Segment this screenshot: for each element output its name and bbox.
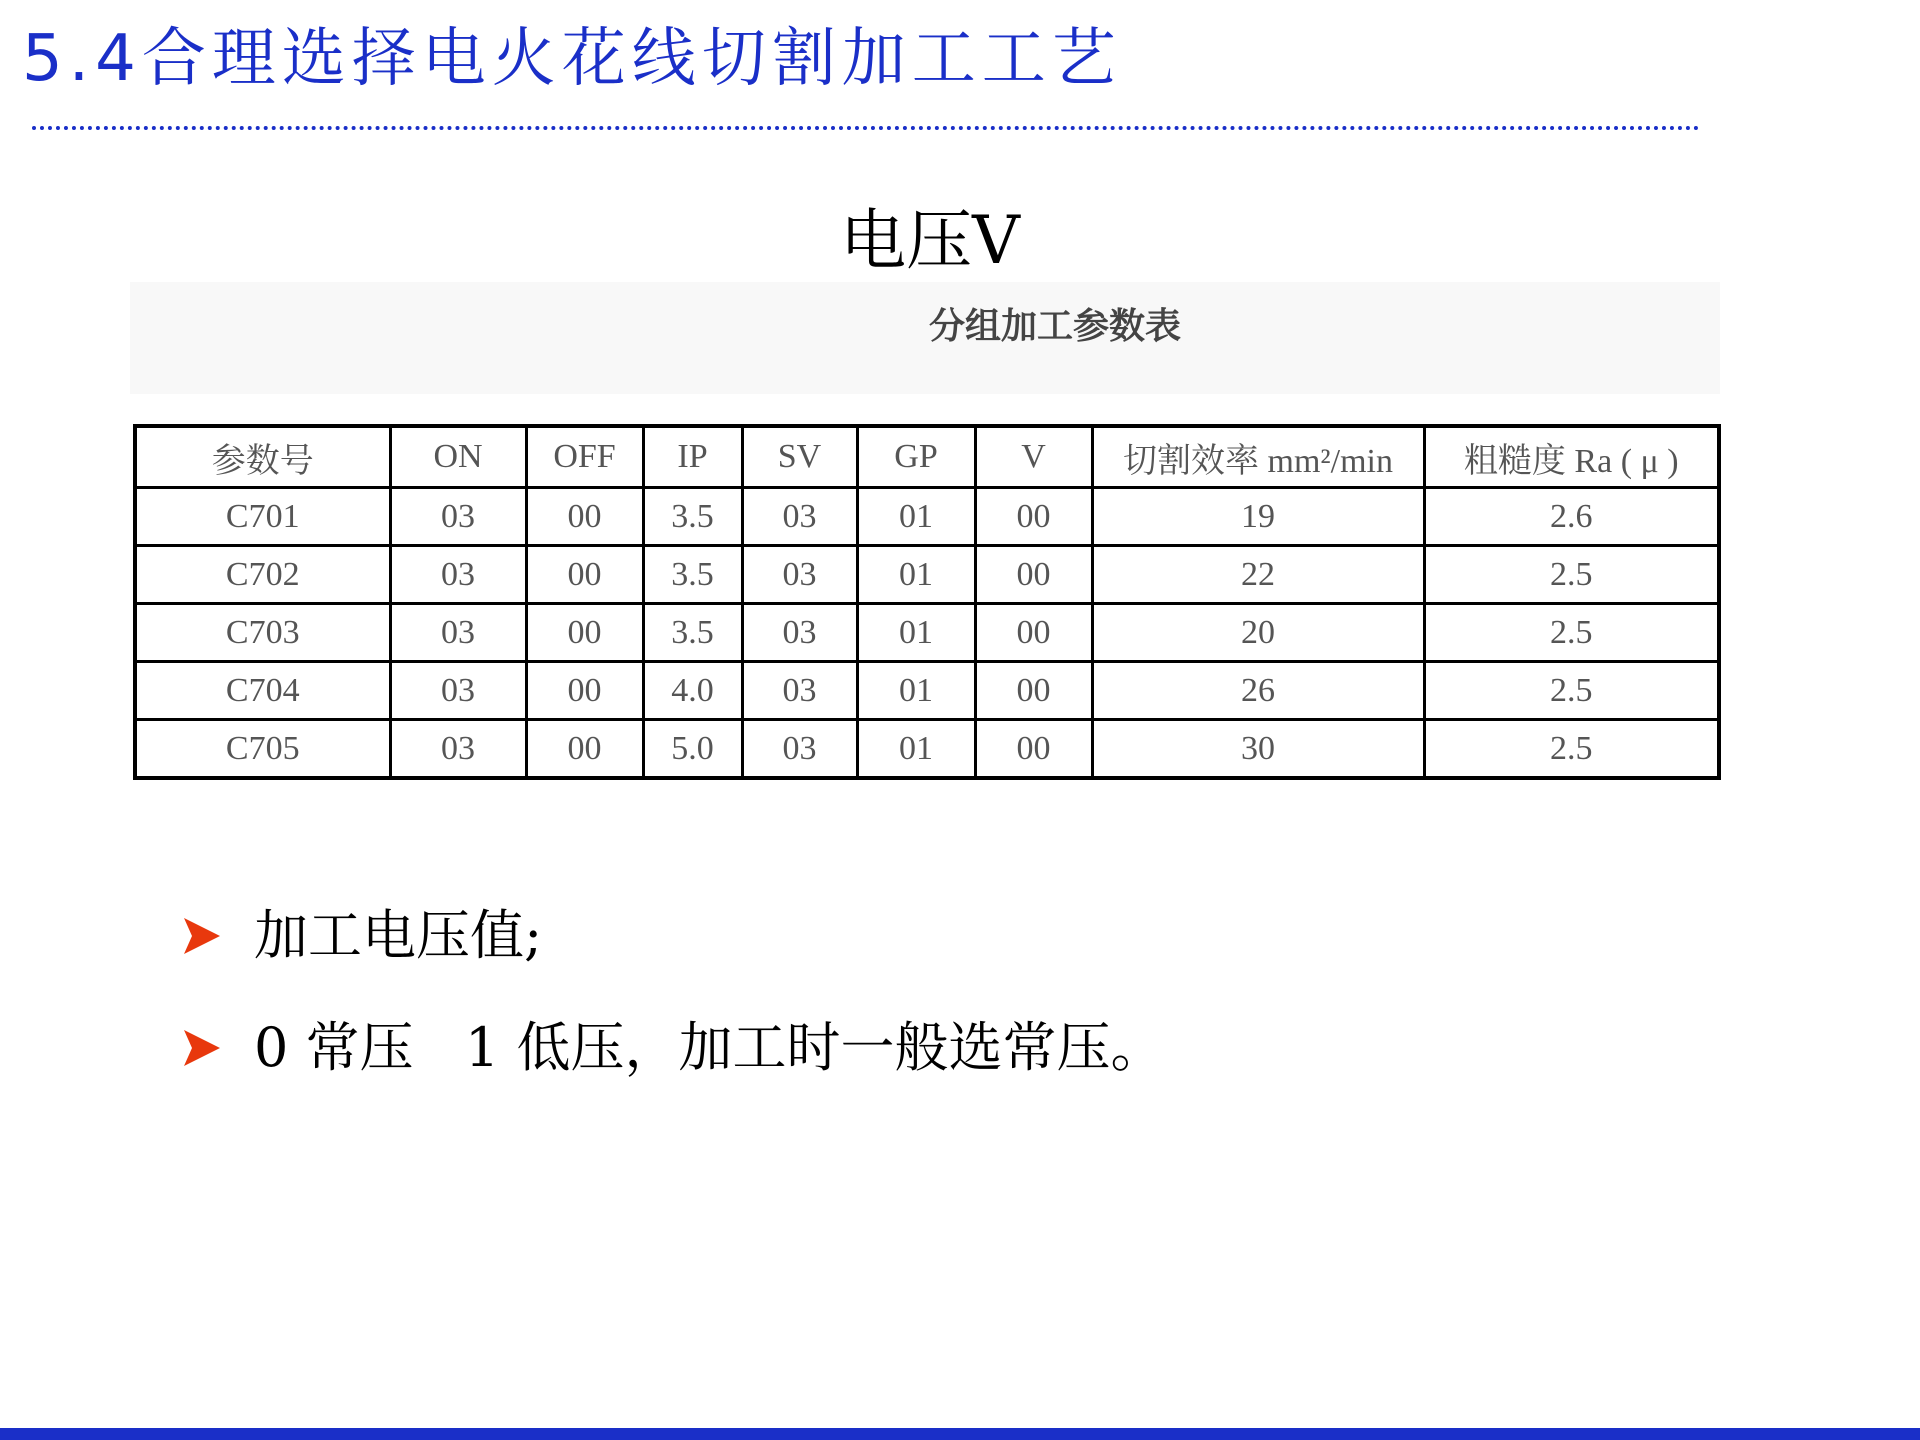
bottom-bar bbox=[0, 1428, 1920, 1440]
table-cell: 2.5 bbox=[1424, 662, 1719, 720]
header-gp: GP bbox=[857, 426, 975, 488]
table-cell: 26 bbox=[1092, 662, 1424, 720]
table-row bbox=[135, 604, 1719, 662]
table-cell: C702 bbox=[135, 546, 390, 604]
section-heading: 电压V bbox=[840, 202, 1020, 279]
table-cell: 00 bbox=[975, 488, 1092, 546]
table-cell: 00 bbox=[526, 546, 643, 604]
arrow-bullet-icon bbox=[180, 914, 224, 958]
table-cell: 00 bbox=[526, 662, 643, 720]
bullet-list bbox=[180, 880, 1780, 1104]
table-row bbox=[135, 662, 1719, 720]
table-cell: 2.5 bbox=[1424, 720, 1719, 779]
table-cell: 19 bbox=[1092, 488, 1424, 546]
table-cell: 3.5 bbox=[643, 604, 742, 662]
table-row bbox=[135, 546, 1719, 604]
table-cell: 2.5 bbox=[1424, 546, 1719, 604]
table-caption-panel bbox=[130, 282, 1720, 394]
table-cell: 03 bbox=[390, 546, 526, 604]
table-cell: C703 bbox=[135, 604, 390, 662]
table-cell: 01 bbox=[857, 604, 975, 662]
arrow-bullet-icon bbox=[180, 1026, 224, 1070]
list-item bbox=[180, 880, 1780, 992]
table-cell: 01 bbox=[857, 488, 975, 546]
header-off: OFF bbox=[526, 426, 643, 488]
table-cell: 20 bbox=[1092, 604, 1424, 662]
table-header-row bbox=[135, 426, 1719, 488]
table-cell: 03 bbox=[390, 662, 526, 720]
title-divider bbox=[32, 126, 1700, 130]
table-cell: 03 bbox=[390, 488, 526, 546]
table-cell: 00 bbox=[975, 604, 1092, 662]
table-cell: C701 bbox=[135, 488, 390, 546]
table-cell: 01 bbox=[857, 662, 975, 720]
header-sv: SV bbox=[742, 426, 857, 488]
table-cell: 03 bbox=[390, 720, 526, 779]
table-cell: 2.5 bbox=[1424, 604, 1719, 662]
table-cell: 03 bbox=[390, 604, 526, 662]
table-cell: 01 bbox=[857, 546, 975, 604]
header-roughness: 粗糙度 Ra ( μ ) bbox=[1424, 426, 1719, 488]
header-cutting-efficiency: 切割效率 mm²/min bbox=[1092, 426, 1424, 488]
table-cell: 22 bbox=[1092, 546, 1424, 604]
table-cell: 00 bbox=[526, 604, 643, 662]
parameter-table bbox=[133, 424, 1721, 780]
table-cell: 03 bbox=[742, 662, 857, 720]
table-caption: 分组加工参数表 bbox=[928, 306, 1181, 347]
table-cell: 3.5 bbox=[643, 488, 742, 546]
bullet-text: 0 常压 1 低压，加工时一般选常压。 bbox=[254, 1016, 1165, 1079]
table-row bbox=[135, 488, 1719, 546]
table-cell: 00 bbox=[526, 488, 643, 546]
table-cell: 4.0 bbox=[643, 662, 742, 720]
header-on: ON bbox=[390, 426, 526, 488]
header-param-no: 参数号 bbox=[135, 426, 390, 488]
table-cell: 03 bbox=[742, 546, 857, 604]
table-cell: 03 bbox=[742, 604, 857, 662]
table-cell: 03 bbox=[742, 488, 857, 546]
table-cell: 00 bbox=[975, 720, 1092, 779]
bullet-text: 加工电压值; bbox=[254, 904, 543, 967]
table-cell: 00 bbox=[975, 546, 1092, 604]
table-cell: 01 bbox=[857, 720, 975, 779]
table-cell: C704 bbox=[135, 662, 390, 720]
header-v: V bbox=[975, 426, 1092, 488]
header-ip: IP bbox=[643, 426, 742, 488]
table-cell: C705 bbox=[135, 720, 390, 779]
table-cell: 00 bbox=[975, 662, 1092, 720]
table-cell: 5.0 bbox=[643, 720, 742, 779]
table-cell: 2.6 bbox=[1424, 488, 1719, 546]
table-cell: 30 bbox=[1092, 720, 1424, 779]
table-cell: 03 bbox=[742, 720, 857, 779]
table-cell: 00 bbox=[526, 720, 643, 779]
list-item bbox=[180, 992, 1780, 1104]
table-row bbox=[135, 720, 1719, 779]
slide-title: 5.4合理选择电火花线切割加工工艺 bbox=[22, 22, 1122, 96]
table-cell: 3.5 bbox=[643, 546, 742, 604]
